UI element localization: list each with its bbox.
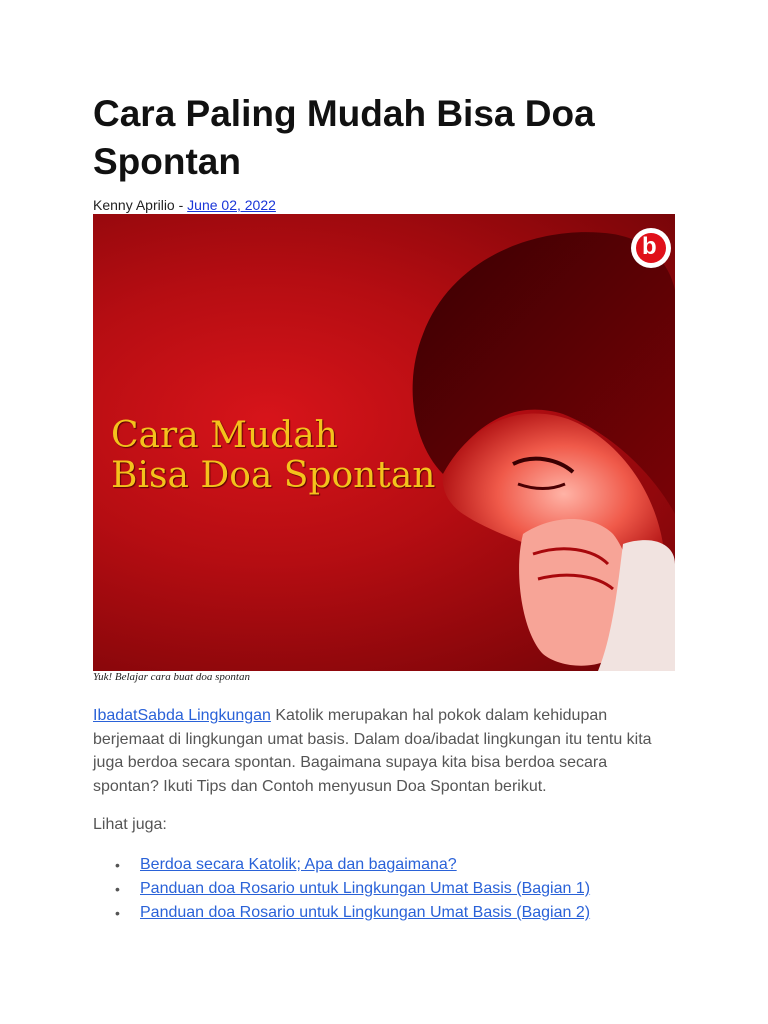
- see-also-label: Lihat juga:: [93, 816, 167, 833]
- post-date-link[interactable]: June 02, 2022: [187, 197, 276, 213]
- hero-overlay-line-1: Cara Mudah: [111, 415, 338, 456]
- bullet-icon: •: [115, 857, 120, 873]
- byline-separator: -: [174, 197, 188, 213]
- brand-logo: b: [642, 233, 657, 260]
- byline: [93, 197, 276, 213]
- list-item: [93, 853, 590, 877]
- related-link-2[interactable]: Panduan doa Rosario untuk Lingkungan Umat Basis (Bagian 1): [140, 880, 591, 897]
- related-link-3[interactable]: Panduan doa Rosario untuk Lingkungan Umat Basis (Bagian 2): [140, 904, 591, 921]
- hero-overlay-title: [111, 416, 435, 496]
- bullet-icon: •: [115, 905, 120, 921]
- list-item: [93, 877, 590, 901]
- bullet-icon: •: [115, 881, 120, 897]
- related-link-1[interactable]: Berdoa secara Katolik; Apa dan bagaimana?: [140, 856, 457, 873]
- intro-text: Katolik merupakan hal pokok dalam kehidupan berjemaat di lingkungan umat basis. Dalam doa/ibadat lingkungan itu tentu kita juga berdoa secara spontan. Bagaimana supaya kita bisa berdoa secara spontan? Ikuti Tips dan Contoh menyusun Doa Spontan berikut.: [93, 707, 652, 795]
- hero-image: [93, 214, 675, 671]
- author-name: Kenny Aprilio: [93, 197, 175, 213]
- intro-link[interactable]: IbadatSabda Lingkungan: [93, 707, 271, 724]
- list-item: [93, 901, 590, 925]
- related-links-list: [93, 853, 590, 925]
- image-caption: Yuk! Belajar cara buat doa spontan: [93, 671, 250, 683]
- hero-overlay-line-2: Bisa Doa Spontan: [111, 455, 436, 496]
- intro-paragraph: [93, 704, 675, 798]
- article-title: Cara Paling Mudah Bisa Doa Spontan: [93, 93, 595, 182]
